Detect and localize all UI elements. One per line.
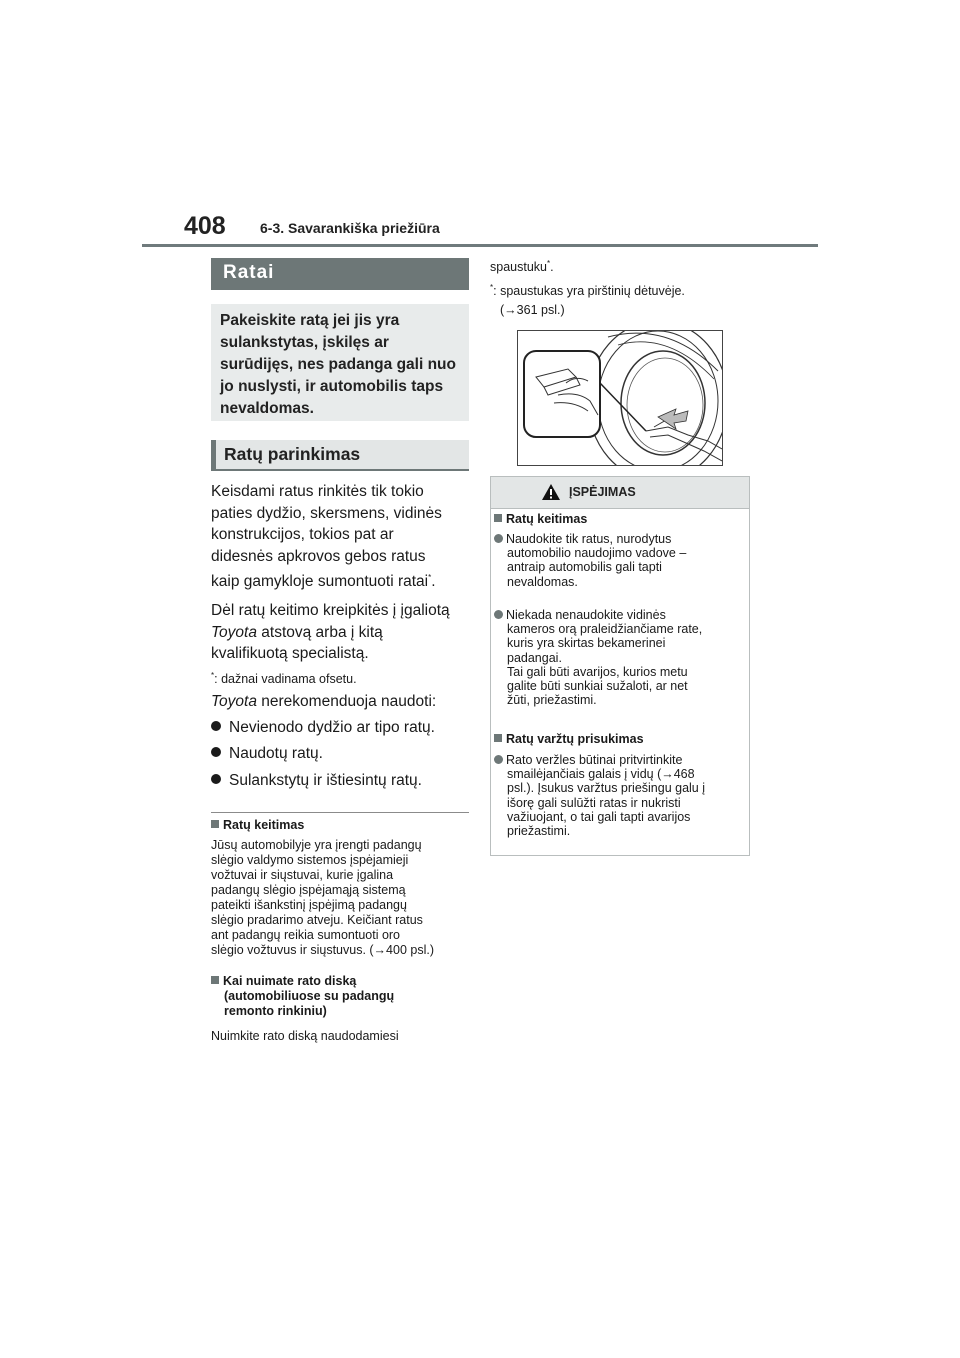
continued-text <box>490 256 554 275</box>
list-item <box>211 719 435 737</box>
note-heading-wheel-change <box>211 818 304 833</box>
bullet-icon <box>211 774 221 784</box>
text-line: išorę gali sulūžti ratas ir nukristi <box>507 795 681 810</box>
text-line: antraip automobilis gali tapti <box>507 560 662 575</box>
header-rule <box>142 244 818 247</box>
section-title: 6-3. Savarankiška priežiūra <box>260 220 440 236</box>
warning-item-text: Naudokite tik ratus, nurodytus <box>506 532 672 546</box>
square-bullet-icon <box>494 514 502 522</box>
warning-item <box>494 608 748 707</box>
footnote-text: : spaustukas yra pirštinių dėtuvėje. <box>493 284 685 299</box>
text-line: nevaldomas. <box>507 574 578 589</box>
text-line: pateikti išankstinį įspėjimą padangų <box>211 898 407 912</box>
footnote-offset <box>211 665 469 691</box>
wheel-cap-removal-illustration <box>517 330 723 466</box>
text-line: kuris yra skirtas bekamerinei <box>507 636 666 651</box>
note-text-wheel-change <box>211 838 471 958</box>
circle-bullet-icon <box>494 610 503 619</box>
text-line: kvalifikuotą specialistą. <box>211 645 369 662</box>
text-line: remonto rinkiniu) <box>224 1004 327 1018</box>
text-line <box>211 622 469 644</box>
square-bullet-icon <box>211 820 219 828</box>
text-line: vožtuvai ir siųstuvai, kurie įgalina <box>211 868 394 882</box>
list-item <box>211 745 323 763</box>
circle-bullet-icon <box>494 755 503 764</box>
divider <box>211 812 469 813</box>
footnote-text: : dažnai vadinama ofsetu. <box>214 672 357 687</box>
section-band <box>211 258 469 290</box>
list-item-text: Sulankstytų ir ištiesintų ratų. <box>229 772 422 789</box>
text-line: kameros orą praleidžiančiame rate, <box>507 622 703 637</box>
text-line: automobilio naudojimo vadove – <box>507 546 687 561</box>
list-item-text: Nevienodo dydžio ar tipo ratų. <box>229 719 435 736</box>
text-line: slėgio vožtuvus ir siųstuvus. (→400 psl.) <box>211 943 435 957</box>
text-line: didesnės apkrovos gebos ratus <box>211 547 426 565</box>
footnote-marker: * <box>490 283 494 292</box>
text-line: paties dydžio, skersmens, vidinės <box>211 504 442 522</box>
note-heading-wheel-cap <box>211 974 469 1019</box>
text-fragment: atstovą arba į kitą <box>256 623 383 641</box>
warning-box <box>490 476 750 856</box>
text-line: slėgio valdymo sistemos įspėjamieji <box>211 853 409 867</box>
warning-header <box>491 477 749 509</box>
warning-summary-text: Pakeiskite ratą jei jis yra sulankstytas, įskilęs ar surūdijęs, nes padanga gali nuo jo nuslysti, ir automobilis taps nevaldomas. <box>220 312 456 417</box>
text-line: Keisdami ratus rinkitės tik tokio <box>211 483 424 500</box>
warning-item-text: Niekada nenaudokite vidinės <box>506 608 666 622</box>
footnote-text: (→361 psl.) <box>500 303 565 318</box>
text-line: Tai gali būti avarijos, kurios metu <box>507 664 688 679</box>
text-line <box>211 567 469 593</box>
page-number: 408 <box>184 212 226 240</box>
text-line: (automobiliuose su padangų <box>224 989 395 1003</box>
bullet-icon <box>211 721 221 731</box>
footnote-clip <box>490 278 685 320</box>
square-bullet-icon <box>211 976 219 984</box>
text-line <box>494 753 748 767</box>
text-line: smailėjančiais galais į vidų (→468 <box>507 767 695 782</box>
warning-summary-box <box>211 304 469 421</box>
section-band-title: Ratai <box>223 262 275 283</box>
text-line <box>211 974 469 989</box>
bullet-icon <box>211 747 221 757</box>
note-text-wheel-cap: Nuimkite rato diską naudodamiesi <box>211 1029 399 1043</box>
footnote-marker: * <box>546 259 551 268</box>
brand-name: Toyota <box>211 623 257 641</box>
text-line: galite būti sunkiai sužaloti, ar net <box>507 679 688 694</box>
list-item-text: Naudotų ratų. <box>229 745 323 762</box>
text-line: žūti, priežastimi. <box>507 693 597 708</box>
text-line: Dėl ratų keitimo kreipkitės į įgaliotą <box>211 602 450 619</box>
square-bullet-icon <box>494 734 502 742</box>
paragraph-not-recommended <box>211 691 469 713</box>
subheading-title: Ratų parinkimas <box>224 444 361 464</box>
warning-item <box>494 532 748 589</box>
text-line <box>490 278 685 301</box>
brand-name: Toyota <box>211 693 257 710</box>
warning-item <box>494 753 748 838</box>
text-line: padangų slėgio įspėjamąją sistemą <box>211 883 406 897</box>
list-item <box>211 772 422 790</box>
text-line: padangai. <box>507 650 562 665</box>
text-fragment: nerekomenduoja naudoti: <box>256 693 437 710</box>
text-fragment: kaip gamykloje sumontuoti ratai <box>211 573 429 591</box>
illustration-drawing <box>518 331 722 465</box>
subheading-band <box>211 440 469 471</box>
note-heading-text: Ratų keitimas <box>223 818 305 832</box>
warning-heading-text: Ratų varžtų prisukimas <box>506 732 644 746</box>
text-fragment: . <box>550 260 554 275</box>
text-fragment: spaustuku <box>490 260 547 275</box>
text-line: psl.). Įsukus varžtus priešingu galu į <box>507 781 706 796</box>
warning-heading-wheel-change <box>494 512 587 526</box>
text-line: važiuojant, o tai gali tapti avarijos <box>507 809 691 824</box>
text-line <box>494 608 748 622</box>
text-line: slėgio pradarimo atveju. Keičiant ratus <box>211 913 423 927</box>
warning-item-text: Rato veržles būtinai pritvirtinkite <box>506 753 683 767</box>
paragraph-dealer <box>211 600 469 665</box>
footnote-marker: * <box>211 671 215 680</box>
footnote-marker: * <box>428 573 432 582</box>
warning-icon <box>541 483 561 501</box>
warning-heading-text: Ratų keitimas <box>506 512 588 526</box>
text-line <box>494 532 748 546</box>
warning-title: ĮSPĖJIMAS <box>569 485 636 499</box>
text-line: ant padangų reikia sumontuoti oro <box>211 928 401 942</box>
paragraph-wheel-selection <box>211 481 469 593</box>
text-line: konstrukcijos, tokios pat ar <box>211 526 394 543</box>
warning-heading-bolts <box>494 732 644 746</box>
note-heading-text: Kai nuimate rato diską <box>223 974 357 988</box>
text-line: Jūsų automobilyje yra įrengti padangų <box>211 838 422 852</box>
circle-bullet-icon <box>494 534 503 543</box>
text-line: priežastimi. <box>507 824 571 839</box>
text-fragment: . <box>431 573 436 591</box>
